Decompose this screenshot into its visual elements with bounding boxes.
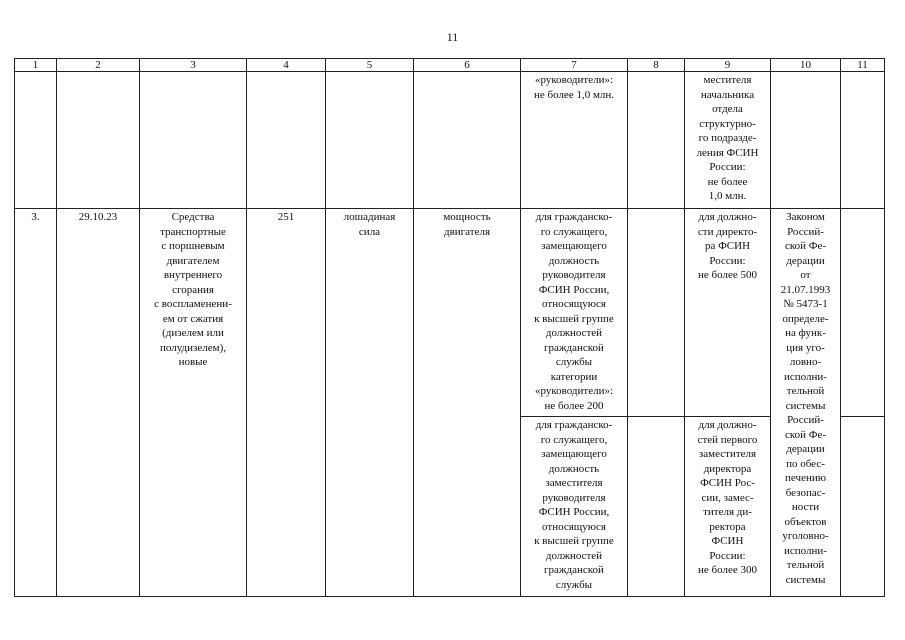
table-cell-position: местителя начальника отдела структурно- го подразде- ления ФСИН России: не более 1,0 млн. [685, 72, 771, 209]
product-name: Средства транспортные с поршневым двигателем внутреннего сгорания с воспламенени- ем от сжатия (дизелем или полудизелем), новые [140, 209, 247, 597]
header-cell: 2 [57, 59, 140, 72]
table-cell [15, 72, 57, 209]
table-row-3 [15, 209, 885, 417]
table-cell [57, 72, 140, 209]
header-cell: 1 [15, 59, 57, 72]
table-cell-limit: «руководители»: не более 1,0 млн. [521, 72, 628, 209]
position-director: для должно- сти директо- ра ФСИН России: не более 500 [685, 209, 771, 417]
limit-head: для гражданско- го служащего, замещающего должность руководителя ФСИН России, относящуюся к высшей группе должностей гражданской службы категории «руководители»: не более 200 [521, 209, 628, 417]
limit-deputy: для гражданско- го служащего, замещающего должность заместителя руководителя ФСИН России, относящуюся к высшей группе должностей гражданской службы [521, 417, 628, 597]
table-cell [771, 72, 841, 209]
regulation-table [14, 58, 885, 597]
table-cell [841, 209, 885, 417]
header-cell: 4 [247, 59, 326, 72]
okei-code: 251 [247, 209, 326, 597]
table-cell [414, 72, 521, 209]
header-cell: 11 [841, 59, 885, 72]
position-deputy-director: для должно- стей первого заместителя директора ФСИН Рос- сии, замес- тителя ди- ректора ФСИН России: не более 300 [685, 417, 771, 597]
table-cell [841, 417, 885, 597]
table-cell [247, 72, 326, 209]
table-cell [628, 209, 685, 417]
table-cell [628, 72, 685, 209]
table-cell [140, 72, 247, 209]
table-cell [628, 417, 685, 597]
characteristic-name: мощность двигателя [414, 209, 521, 597]
table-cell [841, 72, 885, 209]
header-row [15, 59, 885, 72]
page-number: 11 [446, 30, 459, 44]
table-row-continued [15, 72, 885, 209]
header-cell: 10 [771, 59, 841, 72]
row-number: 3. [15, 209, 57, 597]
okpd-code: 29.10.23 [57, 209, 140, 597]
justification: Законом Россий- ской Фе- дерации от 21.07.1993 № 5473-1 определе- на функ- ция уго- ловно- исполни- тельной системы Россий- ской Фе- дерации по обес- печению безопас- ности объектов уголовно- исполни- тельной системы [771, 209, 841, 597]
header-cell: 6 [414, 59, 521, 72]
unit-name: лошадиная сила [326, 209, 414, 597]
header-cell: 8 [628, 59, 685, 72]
table-cell [326, 72, 414, 209]
header-cell: 3 [140, 59, 247, 72]
header-cell: 9 [685, 59, 771, 72]
header-cell: 5 [326, 59, 414, 72]
header-cell: 7 [521, 59, 628, 72]
